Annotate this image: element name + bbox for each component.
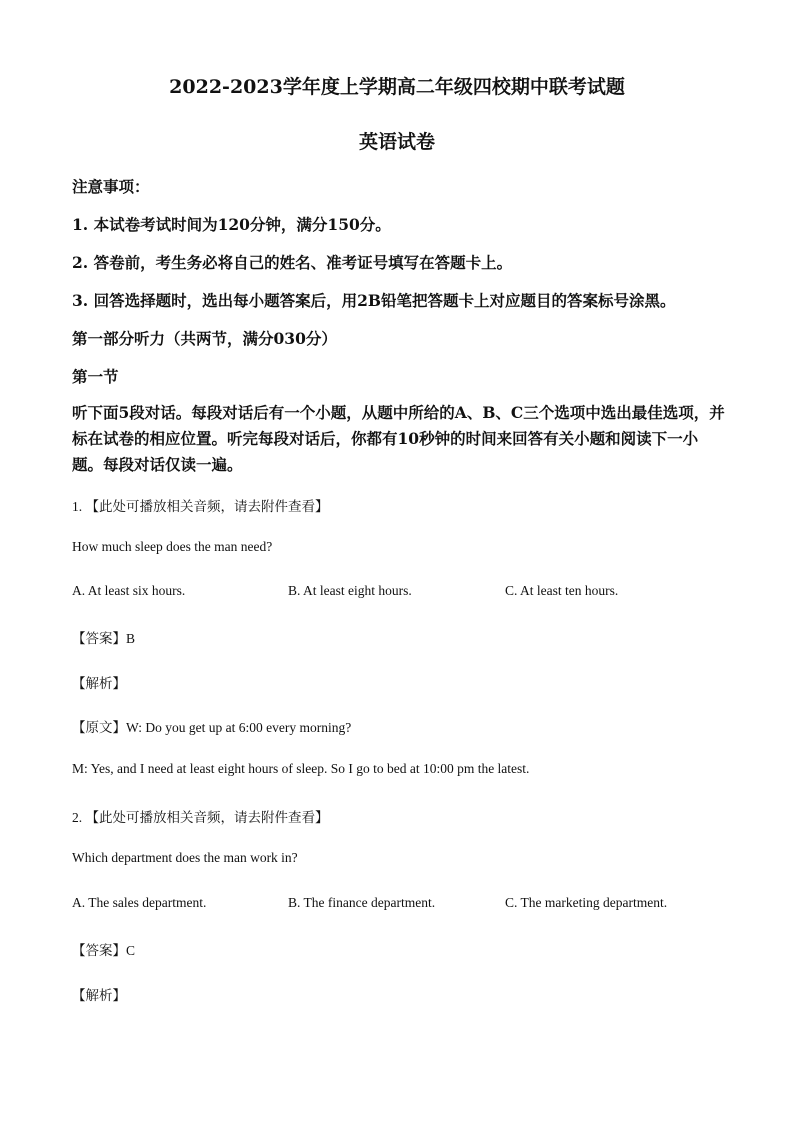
section-heading: 第一节 — [72, 367, 119, 386]
exam-subtitle: 英语试卷 — [358, 131, 435, 153]
q1-transcript-line-2: M: Yes, and I need at least eight hours of sleep. So I go to bed at 10:00 pm the latest. — [72, 761, 530, 776]
notice-item-1: 1. 本试卷考试时间为120分钟，满分150分。 — [72, 215, 391, 234]
notice-heading: 注意事项： — [72, 177, 150, 196]
q2-question: Which department does the man work in? — [72, 850, 298, 865]
q1-question: How much sleep does the man need? — [72, 539, 273, 554]
q1-option-c: C. At least ten hours. — [505, 583, 619, 598]
q2-analysis: 【解析】 — [72, 988, 126, 1003]
q2-option-c: C. The marketing department. — [505, 895, 668, 910]
q1-answer: 【答案】B — [72, 631, 136, 646]
q1-option-b: B. At least eight hours. — [288, 583, 412, 598]
notice-item-2: 2. 答卷前，考生务必将自己的姓名、准考证号填写在答题卡上。 — [72, 253, 513, 272]
q1-option-a: A. At least six hours. — [72, 583, 186, 598]
section-instructions: 听下面5段对话。每段对话后有一个小题，从题中所给的A、B、C三个选项中选出最佳选项，并标在试卷的相应位置。听完每段对话后，你都有10秒钟的时间来回答有关小题和阅读下一小题。每段对话仅读一遍。 — [72, 403, 725, 474]
q1-transcript-line-1: 【原文】W: Do you get up at 6:00 every morning? — [72, 720, 352, 735]
part1-heading: 第一部分听力（共两节，满分030分） — [72, 329, 337, 348]
q2-option-b: B. The finance department. — [288, 895, 436, 910]
q1-audio-note: 1. 【此处可播放相关音频，请去附件查看】 — [72, 499, 329, 514]
q2-option-a: A. The sales department. — [72, 895, 207, 910]
q2-answer: 【答案】C — [72, 943, 136, 958]
exam-title: 2022-2023学年度上学期高二年级四校期中联考试题 — [169, 76, 625, 98]
notice-item-3: 3. 回答选择题时，选出每小题答案后，用2B铅笔把答题卡上对应题目的答案标号涂黑。 — [72, 291, 676, 310]
q1-analysis: 【解析】 — [72, 676, 126, 691]
q2-audio-note: 2. 【此处可播放相关音频，请去附件查看】 — [72, 810, 329, 825]
